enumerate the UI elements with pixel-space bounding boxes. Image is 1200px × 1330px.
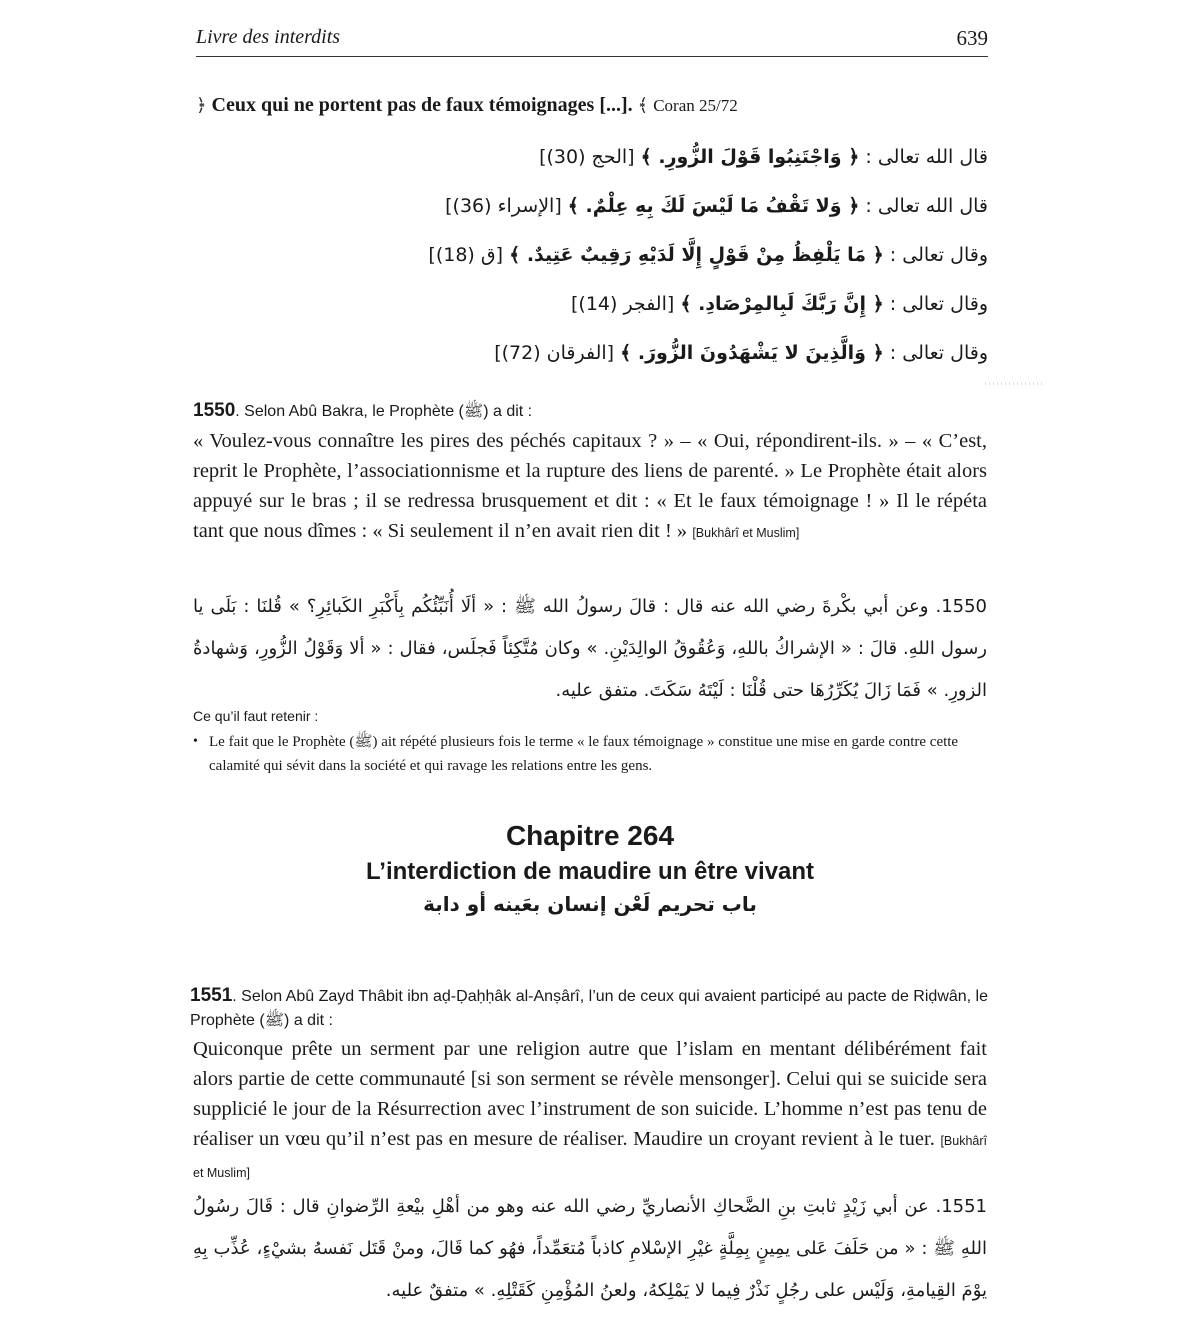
hadith-1550-text: [193, 426, 987, 548]
retain-title: Ce qu’il faut retenir :: [193, 708, 319, 724]
running-title: Livre des interdits: [196, 26, 341, 48]
retain-item: [193, 730, 993, 778]
chapter-title: Chapitre 264: [505, 820, 675, 851]
hadith-number: 1550: [193, 400, 236, 421]
hadith-1551-heading: [190, 984, 990, 1033]
hadith-1550-heading: [193, 400, 532, 424]
verse-intro: وقال تعالى :: [883, 342, 988, 364]
verse-intro: قال الله تعالى :: [859, 146, 988, 168]
verse-quote: ﴿ إِنَّ رَبَّكَ لَبِالمِرْصَادِ. ﴾: [680, 293, 884, 315]
hadith-translation: « Voulez-vous connaître les pires des péchés capitaux ? » – « Oui, répondirent-ils. » – « C’est, reprit le Prophète, l’associationnisme et la rupture des liens de parenté. » Le Prophète était alors appuyé sur le bras ; il se redressa brusquement et dit : « Et le faux témoignage ! » Il le répéta tant que nous dîmes : « Si seulement il n’en avait rien dit ! »: [193, 430, 987, 542]
chapter-heading: [193, 820, 987, 916]
verse-intro: قال الله تعالى :: [859, 195, 988, 217]
verse-ref: [الفرقان (72)]: [494, 342, 621, 364]
verse-line: [494, 336, 988, 385]
chapter-subtitle: L’interdiction de maudire un être vivant: [365, 858, 815, 885]
verse-intro: وقال تعالى :: [883, 293, 988, 315]
verse-ref: [الحج (30)]: [539, 146, 641, 168]
hadith-1551-text: [193, 1034, 987, 1188]
verse-line: [500, 287, 988, 336]
verse-line: [445, 189, 988, 238]
quran-open-ornament-icon: ﴿: [196, 95, 207, 115]
page-number: 639: [956, 26, 988, 50]
verse-quote: ﴿ وَالَّذِينَ لا يَشْهَدُونَ الزُّورَ. ﴾: [620, 342, 884, 364]
verse-quote: ﴿ وَاجْتَنِبُوا قَوْلَ الزُّورِ. ﴾: [640, 146, 860, 168]
verse-ref: [ق (18)]: [428, 244, 510, 266]
running-head: [196, 26, 988, 57]
bullet-icon: •: [193, 734, 198, 749]
verse-intro: وقال تعالى :: [883, 244, 988, 266]
hadith-source: [Bukhârî et Muslim]: [193, 1134, 988, 1180]
quran-verses: [428, 140, 988, 385]
hadith-1551-arabic: 1551. عن أبي زَيْدٍ ثابتِ بنِ الضَّحاكِ الأنصاريِّ رضي الله عنه وهو من أهْلِ بيْعةِ الرِّضوانِ قال : قَالَ رسُولُ اللهِ ﷺ : « من حَلَفَ عَلى يمِينٍ بِمِلَّةٍ غيْرِ الإسْلامِ كاذباً مُتعَمِّداً، فهُو كما قَالَ، ومنْ قَتَل نَفسهُ بشيْءٍ، عُذِّب بِهِ يوْمَ القِيامةِ، وَلَيْس على رجُلٍ نَذْرٌ فِيما لا يَمْلِكهُ، ولعنُ المُؤْمِنِ كَقَتْلِهِ. » متفقٌ عليه.: [193, 1196, 987, 1301]
hadith-number: 1551: [190, 985, 233, 1006]
verse-line: [428, 238, 988, 287]
epigraph: [196, 94, 738, 117]
quran-close-ornament-icon: ﴾: [637, 95, 649, 115]
epigraph-reference: Coran 25/72: [653, 96, 738, 115]
verse-quote: ﴿ مَا يَلْفِظُ مِنْ قَوْلٍ إِلَّا لَدَيْهِ رَقِيبٌ عَتِيدٌ. ﴾: [509, 244, 884, 266]
verse-quote: ﴿ وَلا تَقْفُ مَا لَيْسَ لَكَ بِهِ عِلْمٌ. ﴾: [567, 195, 860, 217]
hadith-intro: . Selon Abû Bakra, le Prophète (ﷺ) a dit :: [235, 403, 533, 420]
hadith-translation: Quiconque prête un serment par une religion autre que l’islam en mentant délibérément fait alors partie de cette communauté [si son serment se révèle mensonger]. Celui qui se suicide sera supplicié le jour de la Résurrection avec l’instrument de son suicide. L’homme n’est pas tenu de réaliser un vœu qu’il n’est pas en mesure de réaliser. Maudire un croyant revient à le tuer.: [193, 1038, 987, 1150]
epigraph-text: Ceux qui ne portent pas de faux témoignages [...].: [211, 94, 633, 116]
hadith-source: [Bukhârî et Muslim]: [692, 526, 800, 540]
hadith-intro: . Selon Abû Zayd Thâbit ibn aḍ-Ḍaḥḥâk al-Anṣârî, l’un de ceux qui avaient participé au pacte de Riḍwân, le Prophète (ﷺ) a dit :: [190, 988, 989, 1029]
chapter-arabic-title: باب تحريم لَعْن إنسان بعَينه أو دابة: [423, 892, 757, 916]
scan-artifact: [985, 382, 1045, 385]
verse-line: [500, 140, 988, 189]
verse-ref: [الإسراء (36)]: [445, 195, 568, 217]
verse-ref: [الفجر (14)]: [570, 293, 681, 315]
hadith-1550-arabic: 1550. وعن أبي بكْرةَ رضي الله عنه قال : قالَ رسولُ الله ﷺ : « ألَا أُنَبِّئُكُم بِأَكْبَرِ الكَبائِرِ؟ » قُلنَا : بَلَى يا رسول اللهِ. قالَ : « الإشراكُ باللهِ، وَعُقُوقُ الوالِدَيْنِ. » وكان مُتَّكِئاً فَجلَس، فقال : « ألا وَقَوْلُ الزُّورِ، وَشهادةُ الزورِ. » فَمَا زَالَ يُكَرِّرُهَا حتى قُلْنَا : لَيْتَهُ سَكَتَ. متفق عليه.: [193, 596, 987, 701]
retain-item-text: Le fait que le Prophète (ﷺ) ait répété plusieurs fois le terme « le faux témoignage » constitue une mise en garde contre cette calamité qui sévit dans la société et qui ravage les relations entre les gens.: [209, 734, 959, 774]
